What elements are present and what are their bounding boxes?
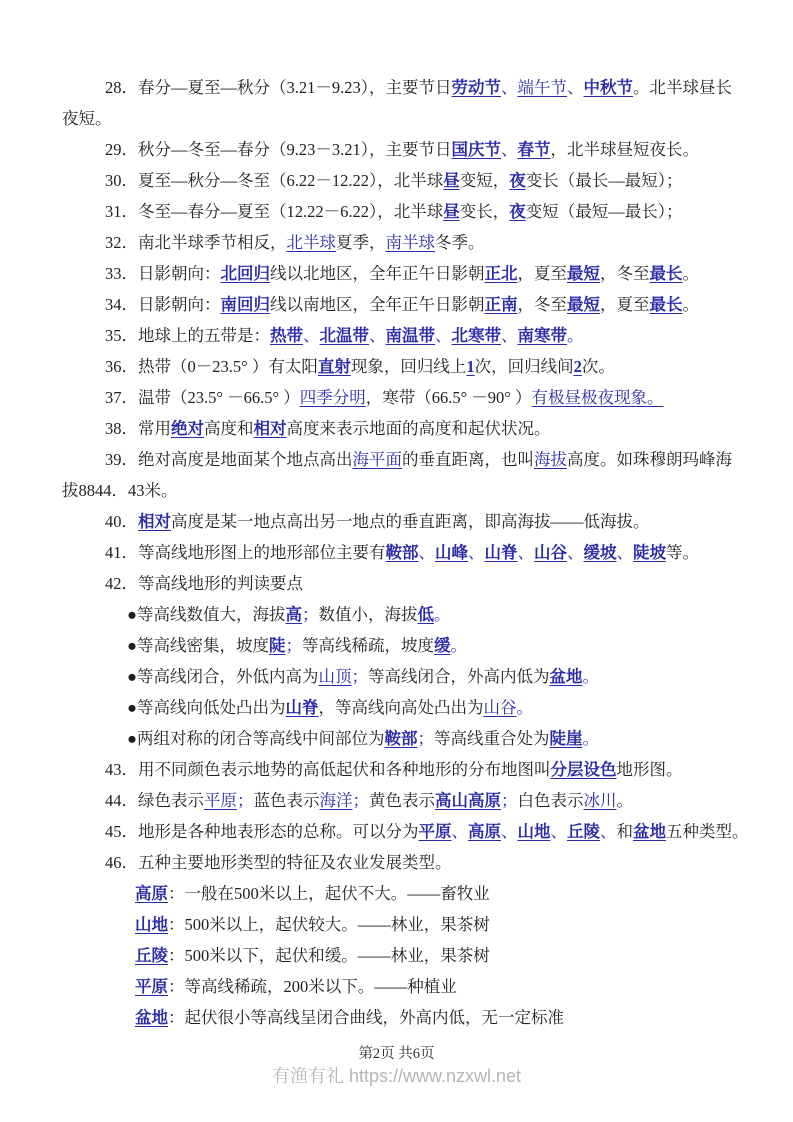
highlight-term: 正北	[484, 264, 518, 283]
text-segment: 和	[616, 822, 633, 841]
highlight-term: 、	[567, 543, 584, 562]
highlight-term: 海平面	[352, 450, 402, 469]
highlight-term: 绝对	[171, 419, 204, 438]
highlight-term: 夜	[509, 202, 526, 221]
highlight-term: 、	[451, 822, 468, 841]
text-segment: 五种类型。	[666, 822, 749, 841]
highlight-term: 盆地	[135, 1008, 168, 1027]
text-segment: 变长，	[459, 202, 510, 221]
doc-line	[62, 227, 753, 258]
highlight-term: 。	[582, 729, 599, 748]
highlight-term: 四季分明	[299, 388, 366, 407]
highlight-term: 端午节	[517, 78, 567, 97]
highlight-term: 高	[285, 605, 302, 624]
highlight-term: 、	[435, 326, 452, 345]
doc-line	[62, 537, 753, 568]
highlight-term: 、	[501, 140, 518, 159]
text-segment: 次，回归线间	[474, 357, 574, 376]
text-segment: 28．春分—夏至—秋分（3.21－9.23），主要节日	[105, 78, 452, 97]
highlight-term: 劳动节	[451, 78, 501, 97]
highlight-term: 高山高原	[435, 791, 501, 810]
watermark-url: 有渔有礼 https://www.nzxwl.net	[271, 1066, 522, 1086]
text-segment: 高度来表示地面的高度和起伏状况。	[286, 419, 551, 438]
highlight-term: 。	[450, 636, 467, 655]
text-segment: 的垂直距离，也叫	[402, 450, 534, 469]
highlight-term: 盆地	[633, 822, 666, 841]
text-segment: ：500米以下，起伏和缓。——林业，果茶树	[168, 946, 490, 965]
text-segment: 蓝色表示	[253, 791, 320, 810]
highlight-term: 有极昼极夜现象。	[531, 388, 664, 407]
text-segment: 现象，回归线上	[350, 357, 467, 376]
doc-line	[62, 196, 753, 227]
doc-line	[62, 630, 753, 661]
doc-line	[62, 382, 753, 413]
text-segment: 变短（最短—最长）；	[525, 202, 683, 221]
highlight-term: 。	[516, 698, 533, 717]
highlight-term: 直射	[317, 357, 351, 376]
highlight-term: ；	[417, 729, 434, 748]
doc-line	[62, 785, 753, 816]
highlight-term: 高原	[468, 822, 501, 841]
highlight-term: ；	[285, 636, 302, 655]
highlight-term: 山峰	[435, 543, 468, 562]
highlight-term: 南半球	[385, 233, 435, 252]
text-segment: ●等高线数值大，海拔	[127, 605, 286, 624]
doc-line	[62, 568, 753, 599]
highlight-term: 、	[501, 326, 518, 345]
highlight-term: 陡坡	[633, 543, 666, 562]
highlight-term: 、	[501, 78, 518, 97]
text-segment: ：等高线稀疏，200米以下。——种植业	[168, 977, 457, 996]
text-segment: 夏季，	[336, 233, 386, 252]
text-segment: ●等高线向低处凸出为	[127, 698, 286, 717]
highlight-term: 春节	[517, 140, 551, 159]
page-number: 第2页 共6页	[358, 1046, 435, 1062]
highlight-term: 南寒带	[517, 326, 567, 345]
highlight-term: 。	[582, 667, 599, 686]
text-segment: 线以北地区，全年正午日影朝	[270, 264, 485, 283]
highlight-term: 山脊	[484, 543, 518, 562]
highlight-term: ；	[352, 791, 369, 810]
text-segment: 32．南北半球季节相反，	[105, 233, 287, 252]
highlight-term: 平原	[418, 822, 452, 841]
text-segment: 等高线闭合，外高内低为	[367, 667, 550, 686]
highlight-term: ；	[301, 605, 319, 624]
text-segment: 46．五种主要地形类型的特征及农业发展类型。	[105, 853, 452, 872]
text-segment: 等高线重合处为	[433, 729, 550, 748]
text-segment: 37．温带（23.5° －66.5° ）	[105, 388, 300, 407]
highlight-term: 冰川	[583, 791, 617, 810]
doc-line	[62, 444, 753, 475]
doc-line	[62, 847, 753, 878]
text-segment: 线以南地区，全年正午日影朝	[270, 295, 485, 314]
highlight-term: 分层设色	[550, 760, 617, 779]
doc-line	[62, 723, 753, 754]
text-segment: 30．夏至—秋分—冬至（6.22－12.22），北半球	[105, 171, 444, 190]
doc-line	[62, 909, 753, 940]
text-segment: ，冬至	[517, 295, 567, 314]
doc-line	[62, 475, 753, 506]
highlight-term: 最短	[567, 295, 600, 314]
text-segment: 39．绝对高度是地面某个地点高出	[105, 450, 353, 469]
highlight-term: 国庆节	[451, 140, 501, 159]
highlight-term: 海洋	[319, 791, 353, 810]
text-segment: ，寒带（66.5° －90° ）	[365, 388, 532, 407]
highlight-term: 陡崖	[549, 729, 583, 748]
text-segment: 40．	[105, 512, 138, 531]
highlight-term: 北半球	[286, 233, 336, 252]
highlight-term: 、	[468, 543, 485, 562]
text-segment: 。	[616, 791, 633, 810]
highlight-term: 山顶	[318, 667, 352, 686]
doc-line	[62, 754, 753, 785]
doc-line	[62, 692, 753, 723]
doc-line	[62, 258, 753, 289]
highlight-term: 北温带	[319, 326, 369, 345]
highlight-term: 北回归	[220, 264, 270, 283]
highlight-term: 、	[369, 326, 386, 345]
doc-line	[62, 661, 753, 692]
text-segment: 地形图。	[616, 760, 683, 779]
highlight-term: 缓坡	[583, 543, 617, 562]
text-segment: ：起伏很小等高线呈闭合曲线，外高内低，无一定标准	[168, 1008, 564, 1027]
doc-line	[62, 320, 753, 351]
text-segment: 36．热带（0－23.5° ）有太阳	[105, 357, 318, 376]
text-segment: ：一般在500米以上，起伏不大。——畜牧业	[168, 884, 490, 903]
text-segment: 夜短。	[62, 109, 112, 128]
doc-line	[62, 878, 753, 909]
highlight-term: 、	[501, 822, 518, 841]
highlight-term: 高原	[135, 884, 168, 903]
text-segment: 高度和	[204, 419, 254, 438]
text-segment: 变长（最长—最短）；	[525, 171, 683, 190]
text-segment: ●等高线密集，坡度	[127, 636, 269, 655]
highlight-term: 、	[550, 822, 567, 841]
text-segment: 31．冬至—春分—夏至（12.22－6.22），北半球	[105, 202, 444, 221]
highlight-term: 平原	[204, 791, 237, 810]
highlight-term: 鞍部	[384, 729, 418, 748]
highlight-term: 相对	[253, 419, 287, 438]
highlight-term: 。	[433, 605, 451, 624]
highlight-term: 正南	[484, 295, 518, 314]
doc-line	[62, 599, 753, 630]
text-segment: ，等高线向高处凸出为	[318, 698, 484, 717]
highlight-term: 缓	[433, 636, 451, 655]
highlight-term: 北寒带	[451, 326, 501, 345]
doc-line	[62, 413, 753, 444]
highlight-term: 、	[567, 78, 584, 97]
doc-line	[62, 506, 753, 537]
highlight-term: 、	[418, 543, 435, 562]
text-segment: 冬季。	[435, 233, 485, 252]
text-segment: ●等高线闭合，外低内高为	[127, 667, 319, 686]
highlight-term: 丘陵	[567, 822, 600, 841]
highlight-term: 、	[600, 822, 617, 841]
highlight-term: 南温带	[385, 326, 435, 345]
highlight-term: 。	[567, 326, 584, 345]
highlight-term: 昼	[443, 171, 460, 190]
highlight-term: 夜	[509, 171, 526, 190]
text-segment: 35．地球上的五带是：	[105, 326, 270, 345]
text-segment: 。北半球昼长	[633, 78, 732, 97]
text-segment: ，北半球昼短夜长。	[550, 140, 699, 159]
highlight-term: 鞍部	[385, 543, 419, 562]
highlight-term: 平原	[135, 977, 168, 996]
text-segment: 高度。如珠穆朗玛峰海	[567, 450, 732, 469]
doc-line	[62, 816, 753, 847]
text-segment: 黄色表示	[369, 791, 435, 810]
text-segment: 38．常用	[105, 419, 171, 438]
text-segment: 数值小，海拔	[318, 605, 418, 624]
highlight-term: 热带	[270, 326, 303, 345]
highlight-term: 、	[303, 326, 320, 345]
highlight-term: 低	[417, 605, 434, 624]
highlight-term: 2	[573, 357, 582, 376]
text-segment: 45．地形是各种地表形态的总称。可以分为	[105, 822, 419, 841]
highlight-term: 相对	[138, 512, 171, 531]
text-segment: 变短，	[459, 171, 510, 190]
text-segment: 44．绿色表示	[105, 791, 204, 810]
text-segment: 。	[682, 295, 699, 314]
highlight-term: 中秋节	[583, 78, 633, 97]
text-segment: 高度是某一地点高出另一地点的垂直距离，即高海拔——低海拔。	[171, 512, 650, 531]
text-segment: 白色表示	[517, 791, 584, 810]
text-segment: 41．等高线地形图上的地形部位主要有	[105, 543, 386, 562]
text-segment: 等高线稀疏，坡度	[301, 636, 434, 655]
text-segment: 42．等高线地形的判读要点	[105, 574, 303, 593]
doc-line	[62, 971, 753, 1002]
text-segment: 34．日影朝向：	[105, 295, 221, 314]
highlight-term: 山脊	[285, 698, 319, 717]
text-segment: 33．日影朝向：	[105, 264, 221, 283]
text-segment: ：500米以上，起伏较大。——林业，果茶树	[168, 915, 490, 934]
highlight-term: 1	[466, 357, 475, 376]
doc-line	[62, 1002, 753, 1033]
text-segment: ，夏至	[517, 264, 567, 283]
doc-line	[62, 165, 753, 196]
document-body	[62, 72, 753, 1033]
highlight-term: ；	[501, 791, 518, 810]
highlight-term: 陡	[268, 636, 286, 655]
text-segment: 。	[682, 264, 699, 283]
highlight-term: 盆地	[549, 667, 583, 686]
doc-line	[62, 351, 753, 382]
highlight-term: 最长	[649, 295, 683, 314]
highlight-term: 海拔	[534, 450, 567, 469]
highlight-term: 山地	[135, 915, 168, 934]
highlight-term: 昼	[443, 202, 460, 221]
doc-line	[62, 289, 753, 320]
highlight-term: 、	[616, 543, 633, 562]
text-segment: 29．秋分—冬至—春分（9.23－3.21），主要节日	[105, 140, 452, 159]
highlight-term: 山地	[517, 822, 551, 841]
text-segment: 等。	[666, 543, 699, 562]
highlight-term: 、	[517, 543, 534, 562]
text-segment: ●两组对称的闭合等高线中间部位为	[127, 729, 385, 748]
highlight-term: 最短	[567, 264, 600, 283]
doc-line	[62, 72, 753, 103]
doc-line	[62, 134, 753, 165]
text-segment: ，冬至	[600, 264, 650, 283]
doc-line	[62, 103, 753, 134]
highlight-term: 山谷	[483, 698, 517, 717]
highlight-term: 山谷	[534, 543, 567, 562]
text-segment: 次。	[581, 357, 615, 376]
text-segment: 43．用不同颜色表示地势的高低起伏和各种地形的分布地图叫	[105, 760, 551, 779]
highlight-term: 最长	[649, 264, 683, 283]
text-segment: ，夏至	[600, 295, 650, 314]
doc-line	[62, 940, 753, 971]
text-segment: 拔8844．43米。	[62, 481, 178, 500]
highlight-term: 南回归	[220, 295, 270, 314]
highlight-term: ；	[237, 791, 254, 810]
highlight-term: 丘陵	[135, 946, 168, 965]
highlight-term: ；	[351, 667, 368, 686]
